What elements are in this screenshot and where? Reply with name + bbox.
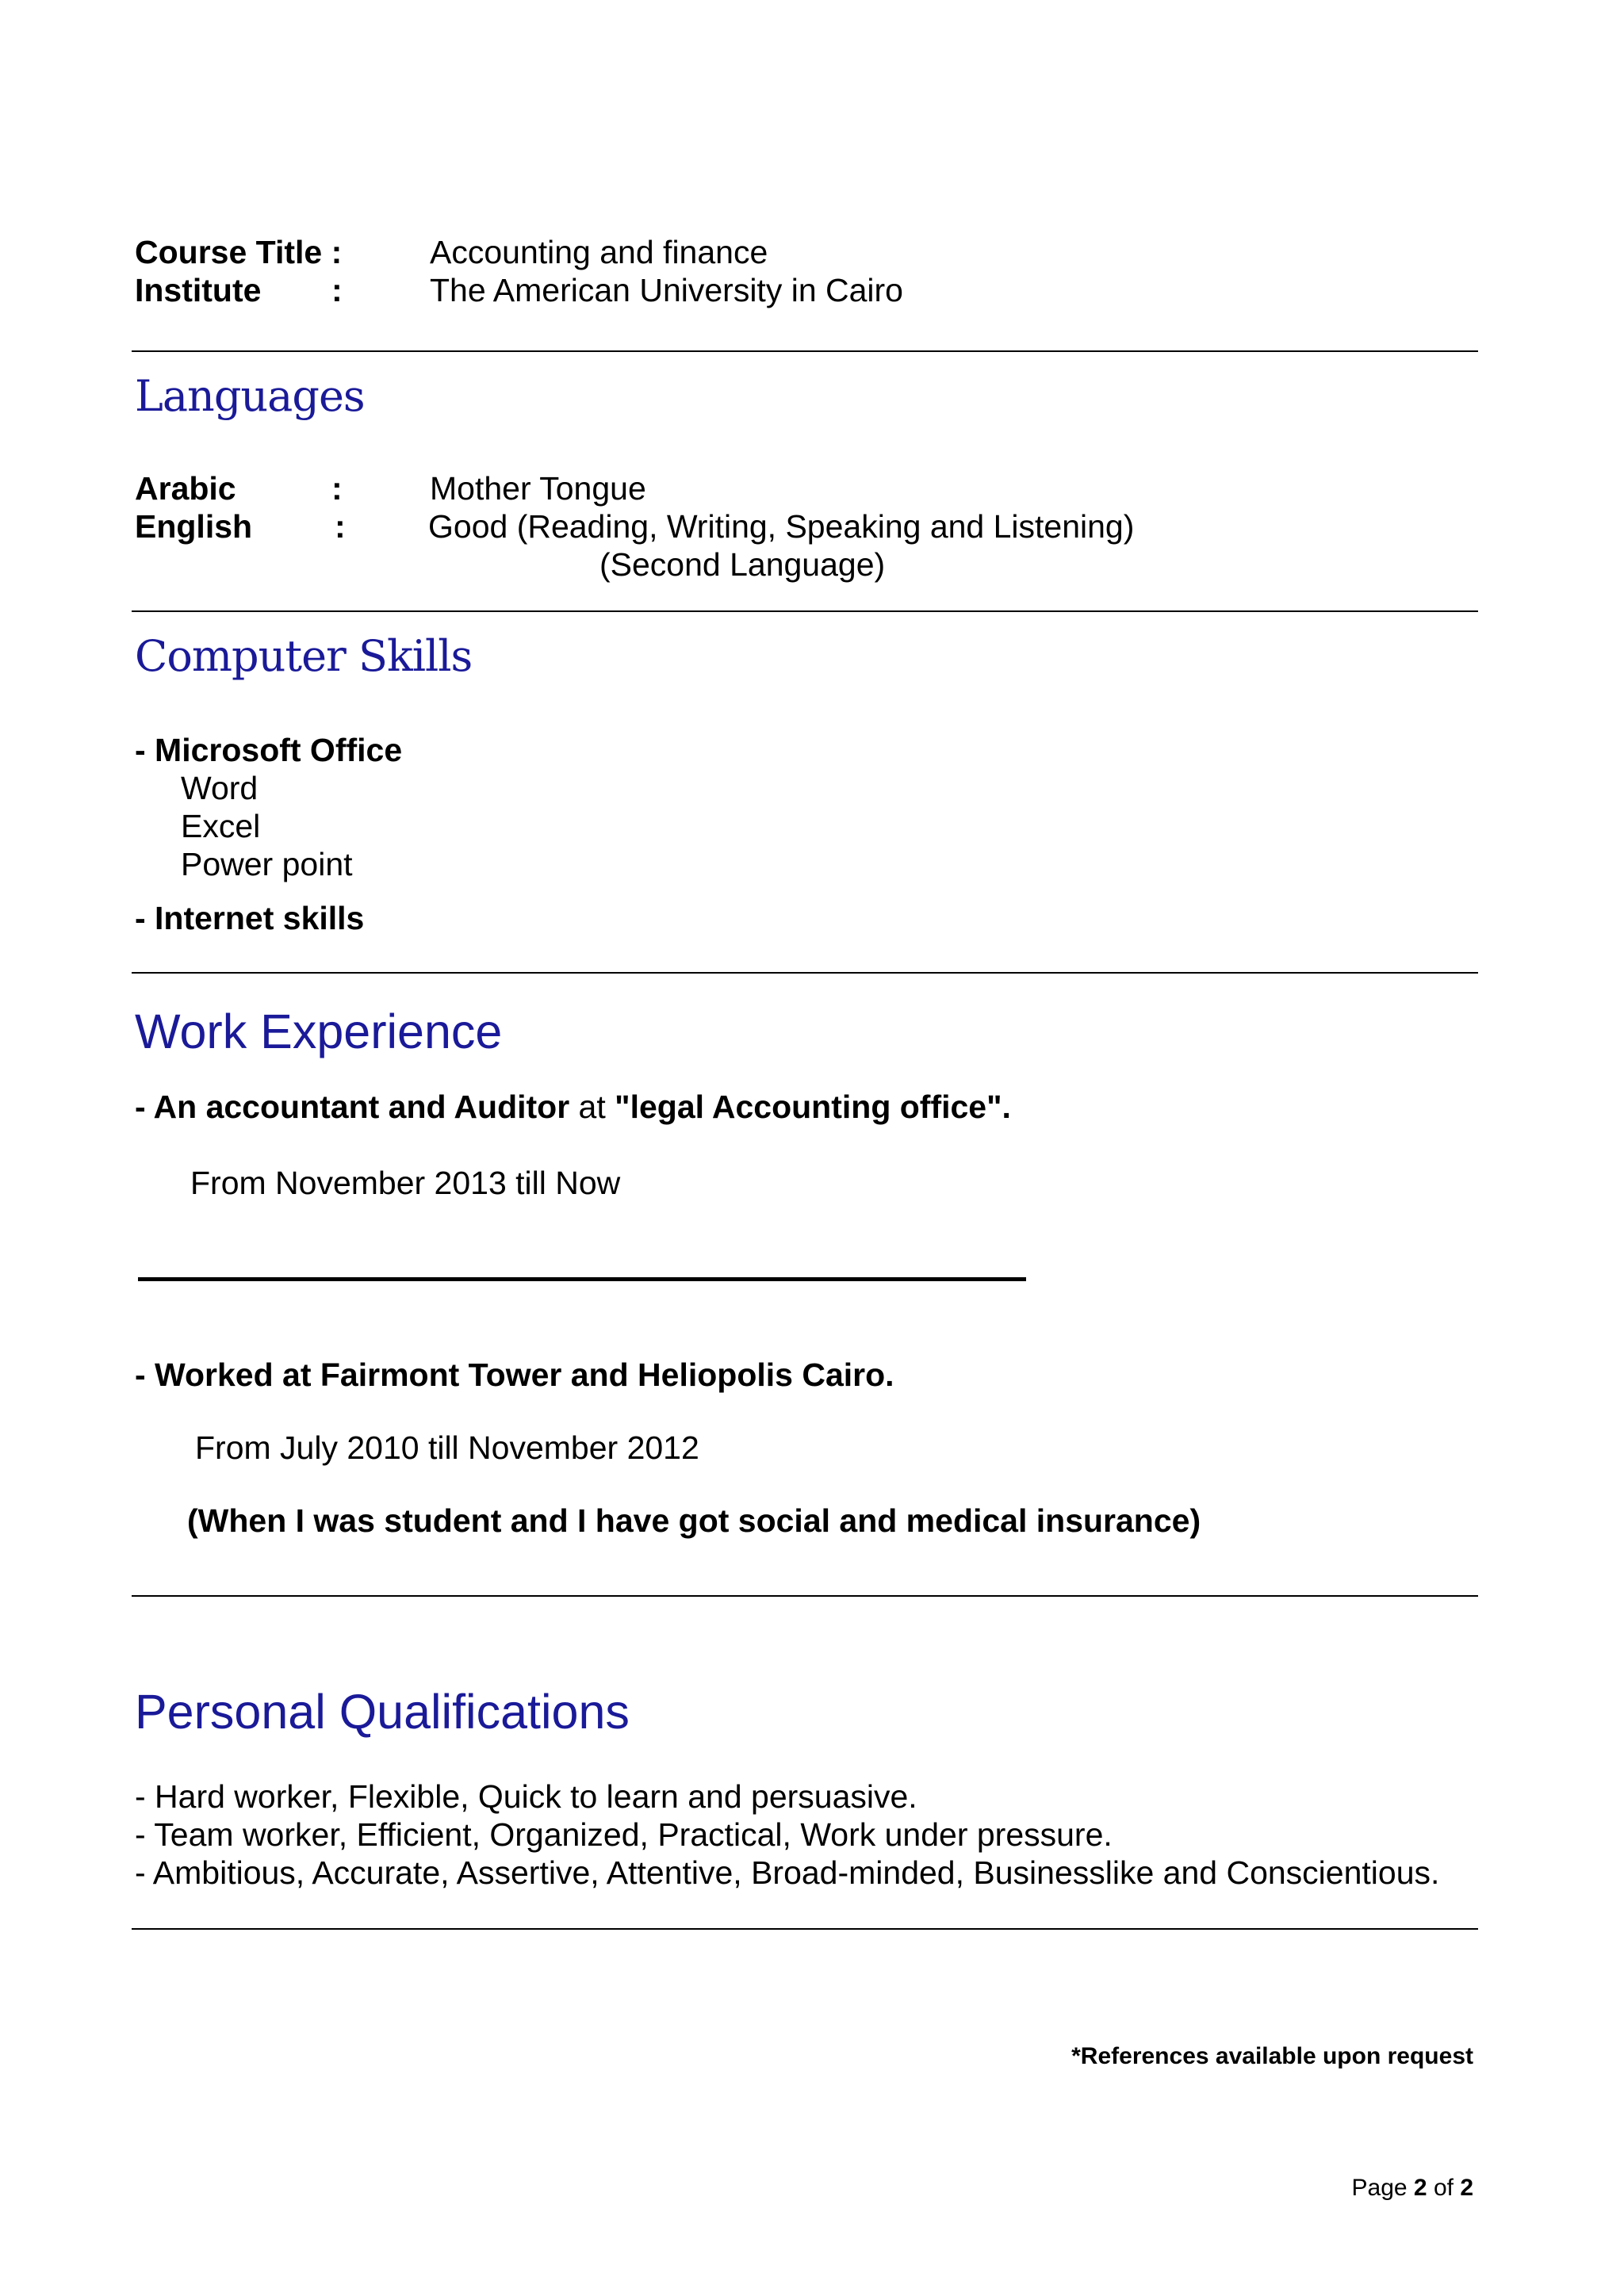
institute-value: The American University in Cairo	[430, 272, 903, 308]
language-colon-english: :	[335, 508, 346, 545]
language-note-english: (Second Language)	[599, 546, 886, 583]
page-of: of	[1427, 2175, 1461, 2201]
computer-skills-heading: Computer Skills	[135, 631, 473, 681]
language-value-arabic: Mother Tongue	[430, 470, 646, 507]
qualification-item: - Ambitious, Accurate, Assertive, Attentive, Broad-minded, Businesslike and Conscientious.	[135, 1854, 1440, 1891]
section-divider	[132, 610, 1478, 612]
page-current: 2	[1413, 2175, 1427, 2201]
page-number	[1352, 2174, 1473, 2202]
section-divider	[132, 1928, 1478, 1930]
work-experience-heading: Work Experience	[135, 1004, 503, 1058]
languages-heading: Languages	[135, 371, 365, 421]
job1-connector: at	[569, 1089, 615, 1125]
job1-place: "legal Accounting office".	[615, 1089, 1011, 1125]
qualification-item: - Hard worker, Flexible, Quick to learn and persuasive.	[135, 1778, 917, 1815]
job2-title: - Worked at Fairmont Tower and Heliopolis Cairo.	[135, 1357, 894, 1393]
page-prefix: Page	[1351, 2175, 1414, 2201]
institute-colon: :	[331, 272, 343, 308]
job2-note: (When I was student and I have got social and medical insurance)	[187, 1502, 1201, 1539]
office-item-powerpoint: Power point	[181, 846, 353, 882]
job-divider	[138, 1277, 1026, 1281]
personal-qualifications-heading: Personal Qualifications	[135, 1685, 630, 1739]
microsoft-office-label: - Microsoft Office	[135, 732, 403, 768]
job2-period: From July 2010 till November 2012	[195, 1429, 699, 1466]
section-divider	[132, 350, 1478, 352]
institute-label: Institute	[135, 272, 262, 308]
qualification-item: - Team worker, Efficient, Organized, Practical, Work under pressure.	[135, 1816, 1113, 1853]
page-total: 2	[1460, 2175, 1473, 2201]
office-item-excel: Excel	[181, 808, 261, 844]
references-note: *References available upon request	[1071, 2043, 1473, 2069]
office-item-word: Word	[181, 770, 259, 806]
job1-period: From November 2013 till Now	[190, 1165, 621, 1201]
course-title-value: Accounting and finance	[430, 234, 768, 270]
language-label-arabic: Arabic	[135, 470, 236, 507]
job1-role: - An accountant and Auditor	[135, 1089, 570, 1125]
section-divider	[132, 1595, 1478, 1597]
language-label-english: English	[135, 508, 253, 545]
course-title-label: Course Title :	[135, 234, 343, 270]
section-divider	[132, 972, 1478, 974]
language-value-english: Good (Reading, Writing, Speaking and Listening)	[428, 508, 1135, 545]
language-colon-arabic: :	[331, 470, 343, 507]
internet-skills-label: - Internet skills	[135, 900, 365, 936]
job1-line	[135, 1088, 1011, 1126]
